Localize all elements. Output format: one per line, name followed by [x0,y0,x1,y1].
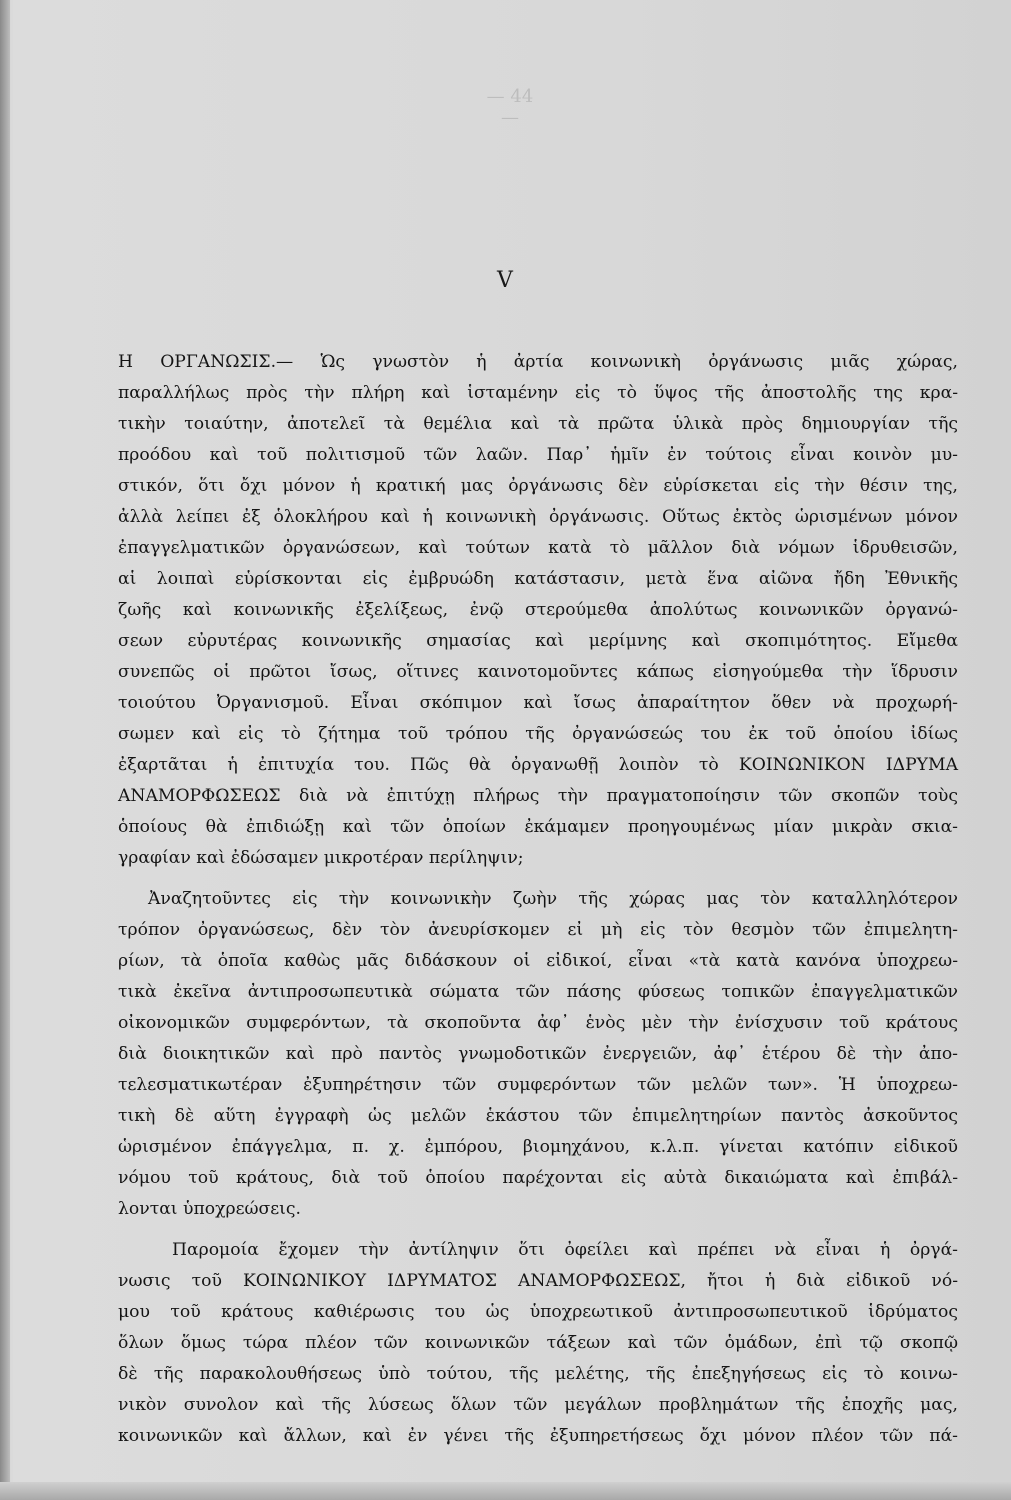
text-line: μου τοῦ κράτους καθιέρωσις του ὡς ὑποχρεωτικοῦ ἀντιπροσωπευτικοῦ ἱδρύματος [118,1302,958,1322]
text-line: ἐξαρτᾶται ἡ ἐπιτυχία του. Πῶς θὰ ὀργανωθῇ λοιπὸν τὸ ΚΟΙΝΩΝΙΚΟΝ ΙΔΡΥΜΑ [118,755,958,775]
paragraph-chambers [118,884,958,1225]
text-line: ὁποίους θὰ ἐπιδιώξῃ καὶ τῶν ὁποίων ἐκάμαμεν προηγουμένως μίαν μικρὰν σκια- [118,817,958,837]
text-line: ἐπαγγελματικῶν ὀργανώσεων, καὶ τούτων κατὰ τὸ μᾶλλον διὰ νόμων ἱδρυθεισῶν, [118,538,958,558]
text-line: κοινωνικῶν καὶ ἄλλων, καὶ ἐν γένει τῆς ἐξυπηρετήσεως ὄχι μόνον πλέον τῶν πά- [118,1426,958,1446]
paragraph-gap [118,1225,958,1235]
text-line: τελεσματικωτέραν ἐξυπηρέτησιν τῶν συμφερόντων τῶν μελῶν των». Ἡ ὑποχρεω- [118,1075,958,1095]
text-line: ζωῆς καὶ κοινωνικῆς ἐξελίξεως, ἐνῷ στερούμεθα ἀπολύτως κοινωνικῶν ὀργανώ- [118,600,958,620]
text-line: γραφίαν καὶ ἐδώσαμεν μικροτέραν περίληψιν; [118,848,524,868]
text-line: ὡρισμένον ἐπάγγελμα, π. χ. ἐμπόρου, βιομηχάνου, κ.λ.π. γίνεται κατόπιν εἰδικοῦ [118,1137,958,1157]
text-line: οἰκονομικῶν συμφερόντων, τὰ σκοποῦντα ἀφ᾽ ἑνὸς μὲν τὴν ἐνίσχυσιν τοῦ κράτους [118,1013,958,1033]
text-line: τικὰ ἐκεῖνα ἀντιπροσωπευτικὰ σώματα τῶν πάσης φύσεως τοπικῶν ἐπαγγελματικῶν [118,982,958,1002]
body-text [118,347,958,1452]
text-line: νόμου τοῦ κράτους, διὰ τοῦ ὁποίου παρέχονται εἰς αὐτὰ δικαιώματα καὶ ἐπιβάλ- [118,1168,958,1188]
text-line: αἱ λοιπαὶ εὑρίσκονται εἰς ἐμβρυώδη κατάστασιν, μετὰ ἕνα αἰῶνα ἤδη Ἐθνικῆς [118,569,958,589]
text-line: προόδου καὶ τοῦ πολιτισμοῦ τῶν λαῶν. Παρ᾽ ἡμῖν ἐν τούτοις εἶναι κοινὸν μυ- [118,445,958,465]
text-line: διὰ διοικητικῶν καὶ πρὸ παντὸς γνωμοδοτικῶν ἐνεργειῶν, ἀφ᾽ ἑτέρου δὲ τὴν ἀπο- [118,1044,958,1064]
text-line: ΑΝΑΜΟΡΦΩΣΕΩΣ διὰ νὰ ἐπιτύχῃ πλήρως τὴν πραγματοποίησιν τῶν σκοπῶν τοὺς [118,786,958,806]
text-line: σεων εὐρυτέρας κοινωνικῆς σημασίας καὶ μερίμνης καὶ σκοπιμότητος. Εἴμεθα [118,631,958,651]
text-line: τρόπον ὀργανώσεως, δὲν τὸν ἀνευρίσκομεν εἰ μὴ εἰς τὸν θεσμὸν τῶν ἐπιμελητη- [118,920,958,940]
text-line: νωσις τοῦ ΚΟΙΝΩΝΙΚΟΥ ΙΔΡΥΜΑΤΟΣ ΑΝΑΜΟΡΦΩΣΕΩΣ, ἤτοι ἡ διὰ εἰδικοῦ νό- [118,1271,958,1291]
text-line: ἀλλὰ λείπει ἐξ ὁλοκλήρου καὶ ἡ κοινωνικὴ ὀργάνωσις. Οὕτως ἐκτὸς ὡρισμένων μόνον [118,507,958,527]
text-line: Η ΟΡΓΑΝΩΣΙΣ.— Ὡς γνωστὸν ἡ ἀρτία κοινωνικὴ ὀργάνωσις μιᾶς χώρας, [118,352,958,372]
text-line: στικόν, ὅτι ὄχι μόνον ἡ κρατική μας ὀργάνωσις δὲν εὑρίσκεται εἰς τὴν θέσιν της, [118,476,958,496]
chapter-number-heading: V [497,268,514,293]
page-folio: — 44 — [486,86,534,128]
text-line: συνεπῶς οἱ πρῶτοι ἴσως, οἵτινες καινοτομοῦντες κάπως εἰσηγούμεθα τὴν ἵδρυσιν [118,662,958,682]
text-line: παραλλήλως πρὸς τὴν πλήρη καὶ ἱσταμένην εἰς τὸ ὕψος τῆς ἀποστολῆς της κρα- [118,383,958,403]
paragraph-organization [118,347,958,874]
page-bottom-edge [0,1482,1011,1500]
text-line: δὲ τῆς παρακολουθήσεως ὑπὸ τούτου, τῆς μελέτης, τῆς ἐπεξηγήσεως εἰς τὸ κοινω- [118,1364,958,1384]
text-line: τικὴν τοιαύτην, ἀποτελεῖ τὰ θεμέλια καὶ τὰ πρῶτα ὑλικὰ πρὸς δημιουργίαν τῆς [118,414,958,434]
text-line: λονται ὑποχρεώσεις. [118,1199,302,1219]
text-line: νικὸν συνολον καὶ τῆς λύσεως ὅλων τῶν μεγάλων προβλημάτων τῆς ἐποχῆς μας, [118,1395,958,1415]
text-line: σωμεν καὶ εἰς τὸ ζήτημα τοῦ τρόπου τῆς ὀργανώσεώς του ἐκ τοῦ ὁποίου ἰδίως [118,724,958,744]
text-line: Ἀναζητοῦντες εἰς τὴν κοινωνικὴν ζωὴν τῆς χώρας μας τὸν καταλληλότερον [148,889,958,909]
text-line: Παρομοία ἔχομεν τὴν ἀντίληψιν ὅτι ὀφείλει καὶ πρέπει νὰ εἶναι ἡ ὀργά- [172,1240,958,1260]
text-line: ὅλων ὅμως τώρα πλέον τῶν κοινωνικῶν τάξεων καὶ τῶν ὁμάδων, ἐπὶ τῷ σκοπῷ [118,1333,958,1353]
binding-edge-shadow [0,0,10,1500]
paragraph-gap [118,874,958,884]
paragraph-foundation [118,1235,958,1452]
text-line: τοιούτου Ὀργανισμοῦ. Εἶναι σκόπιμον καὶ ἴσως ἀπαραίτητον ὅθεν νὰ προχωρή- [118,693,958,713]
text-line: ρίων, τὰ ὁποῖα καθὼς μᾶς διδάσκουν οἱ εἰδικοί, εἶναι «τὰ κατὰ κανόνα ὑποχρεω- [118,951,958,971]
text-line: τικὴ δὲ αὕτη ἐγγραφὴ ὡς μελῶν ἑκάστου τῶν ἐπιμελητηρίων παντὸς ἀσκοῦντος [118,1106,958,1126]
